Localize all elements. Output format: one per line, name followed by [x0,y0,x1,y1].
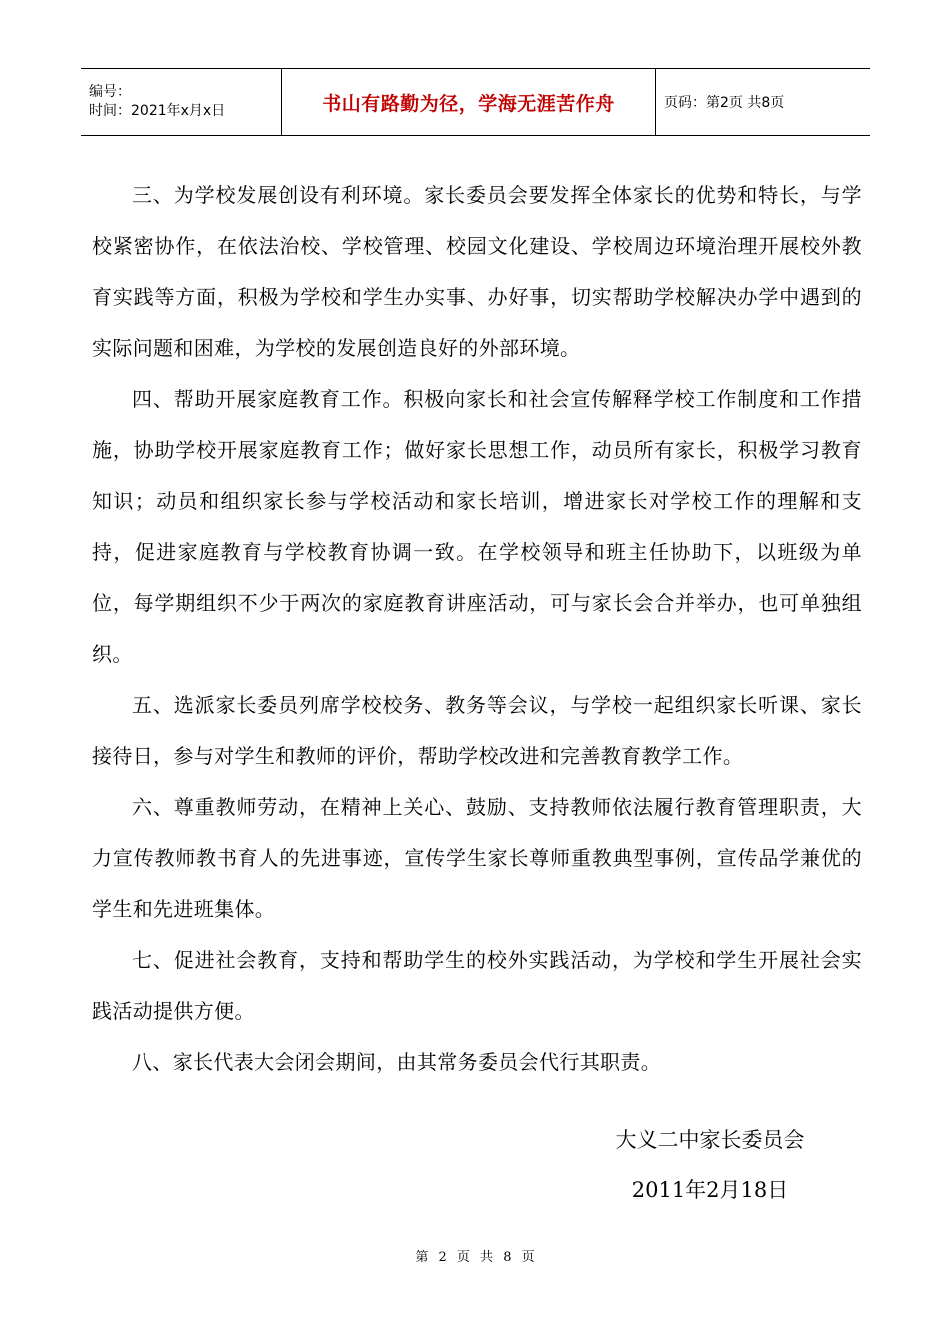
paragraph-4: 四、帮助开展家庭教育工作。积极向家长和社会宣传解释学校工作制度和工作措施，协助学校开展家庭教育工作；做好家长思想工作，动员所有家长，积极学习教育知识；动员和组织家长参与学校活动和家长培训，增进家长对学校工作的理解和支持，促进家庭教育与学校教育协调一致。在学校领导和班主任协助下，以班级为单位，每学期组织不少于两次的家庭教育讲座活动，可与家长会合并举办，也可单独组织。 [92,387,862,666]
paragraph-7: 七、促进社会教育，支持和帮助学生的校外实践活动，为学校和学生开展社会实践活动提供方便。 [92,948,862,1023]
motto-text: 书山有路勤为径，学海无涯苦作舟 [322,92,615,115]
document-time-label: 时间：2021年x月x日 [89,103,226,119]
paragraph-5: 五、选派家长委员列席学校校务、教务等会议，与学校一起组织家长听课、家长接待日，参与对学生和教师的评价，帮助学校改进和完善教育教学工作。 [92,693,862,768]
paragraph-6: 六、尊重教师劳动，在精神上关心、鼓励、支持教师依法履行教育管理职责，大力宣传教师教书育人的先进事迹，宣传学生家长尊师重教典型事例，宣传品学兼优的学生和先进班集体。 [92,795,862,921]
paragraph-3: 三、为学校发展创设有利环境。家长委员会要发挥全体家长的优势和特长，与学校紧密协作，在依法治校、学校管理、校园文化建设、学校周边环境治理开展校外教育实践等方面，积极为学校和学生办实事、办好事，切实帮助学校解决办学中遇到的实际问题和困难，为学校的发展创造良好的外部环境。 [92,183,862,360]
header-meta [81,69,281,135]
signature-organization: 大义二中家长委员会 [615,1128,805,1152]
page-code-text: 页码：第2页 共8页 [664,95,785,111]
header-page-code [656,69,870,135]
document-number-label: 编号： [89,84,131,100]
header-motto [281,69,656,135]
signature-date: 2011年2月18日 [631,1178,789,1202]
paragraph-8: 八、家长代表大会闭会期间，由其常务委员会代行其职责。 [132,1050,662,1074]
document-body [92,170,862,1088]
page-footer: 第 2 页 共 8 页 [415,1250,535,1265]
document-header [81,68,870,136]
